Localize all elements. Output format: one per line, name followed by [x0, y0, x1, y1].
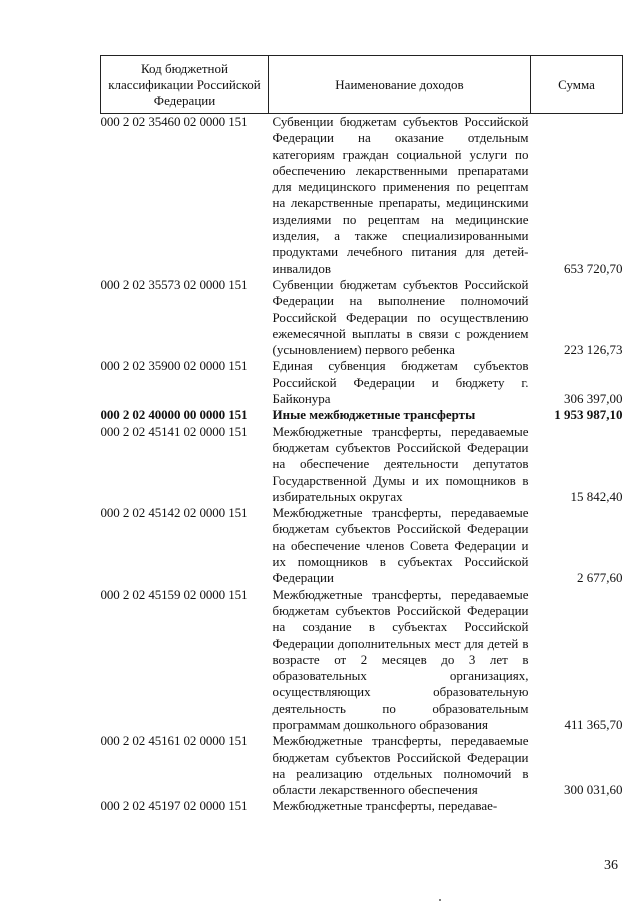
amount: 2 677,60: [577, 570, 623, 586]
table-row: [101, 424, 623, 505]
budget-code: 000 2 02 35460 02 0000 151: [100, 114, 248, 129]
scan-speck: [439, 899, 441, 901]
revenue-name: Межбюджетные трансферты, передаваемые бюджетам субъектов Российской Федерации на реализацию отдельных полномочий в области лекарственного обеспечения: [272, 733, 529, 798]
revenue-name: Субвенции бюджетам субъектов Российской Федерации на выполнение полномочий Российской Федерации по осуществлению ежемесячной выплаты в связи с рождением (усыновлением) первого ребенка: [272, 276, 529, 358]
table-row: [101, 505, 623, 586]
amount: [531, 798, 623, 814]
revenue-name: Межбюджетные трансферты, передаваемые бюджетам субъектов Российской Федерации на обеспечение членов Совета Федерации и их помощников в субъектах Российской Федерации: [272, 505, 529, 586]
revenue-name: Иные межбюджетные трансферты: [272, 407, 476, 423]
table-row: [101, 358, 623, 407]
budget-code: 000 2 02 45159 02 0000 151: [100, 586, 248, 602]
budget-code: 000 2 02 35900 02 0000 151: [100, 358, 248, 374]
amount: 15 842,40: [570, 488, 623, 504]
budget-code: 000 2 02 45142 02 0000 151: [100, 505, 248, 521]
amount: 653 720,70: [564, 260, 623, 276]
table-row: [101, 587, 623, 734]
budget-code: 000 2 02 45197 02 0000 151: [100, 798, 248, 814]
amount: 223 126,73: [564, 342, 623, 358]
revenue-name: Субвенции бюджетам субъектов Российской Федерации на оказание отдельным категориям граждан социальной услуги по обеспечению лекарственными препаратами для медицинского применения по рецептам на лекарственные препараты, медицинскими изделиями по рецептам на медицинские изделия, а также специализированными продуктами лечебного питания для детей-инвалидов: [272, 114, 529, 276]
budget-code: 000 2 02 45141 02 0000 151: [100, 423, 248, 439]
table-row: [101, 733, 623, 798]
revenue-name: Единая субвенция бюджетам субъектов Российской Федерации и бюджету г. Байконура: [272, 358, 529, 407]
amount: 411 365,70: [564, 716, 623, 732]
revenue-table: [100, 55, 623, 815]
table-row-section-total: [101, 407, 623, 423]
header-name: Наименование доходов: [269, 56, 531, 114]
header-code: Код бюджетной классификации Российской Федерации: [101, 56, 269, 114]
budget-code: 000 2 02 45161 02 0000 151: [100, 733, 248, 749]
table-row: [101, 798, 623, 814]
revenue-name: Межбюджетные трансферты, передаваемые бюджетам субъектов Российской Федерации на создание в субъектах Российской Федерации дополнительных мест для детей в возрасте от 2 месяцев до 3 лет в образовательных организациях, осуществляющих образовательную деятельность по образовательным программам дошкольного образования: [272, 586, 529, 732]
amount: 1 953 987,10: [554, 407, 623, 423]
table-row: [101, 277, 623, 358]
budget-code: 000 2 02 40000 00 0000 151: [100, 407, 248, 423]
table-row: [101, 114, 623, 277]
table-header: [101, 56, 623, 114]
amount: 306 397,00: [564, 391, 623, 407]
page-number: 36: [604, 858, 618, 873]
header-sum: Сумма: [531, 56, 623, 114]
budget-code: 000 2 02 35573 02 0000 151: [100, 276, 248, 292]
amount: 300 031,60: [564, 782, 623, 798]
revenue-name: Межбюджетные трансферты, передавае-: [272, 798, 498, 814]
revenue-name: Межбюджетные трансферты, передаваемые бюджетам субъектов Российской Федерации на обеспечение деятельности депутатов Государственной Думы и их помощников в избирательных округах: [272, 423, 529, 504]
